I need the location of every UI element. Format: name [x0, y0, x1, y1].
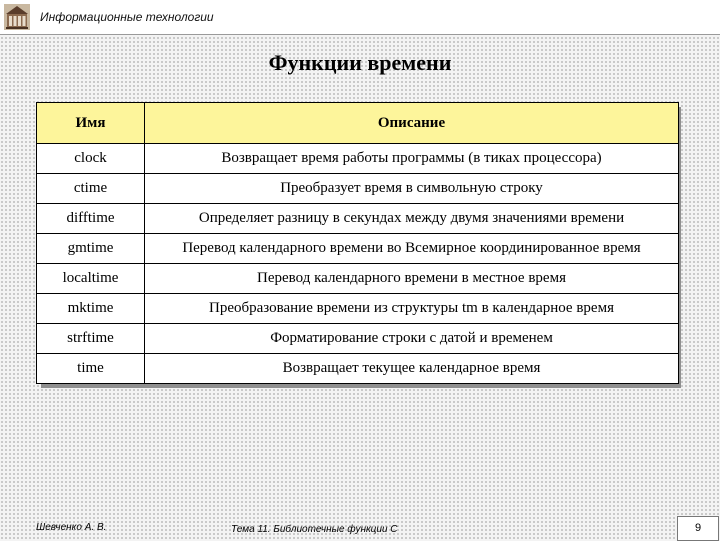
- function-name: strftime: [37, 324, 145, 354]
- function-description: Возвращает время работы программы (в тиках процессора): [145, 144, 679, 174]
- table-row: [37, 174, 679, 204]
- function-description: Перевод календарного времени в местное время: [145, 264, 679, 294]
- function-name: gmtime: [37, 234, 145, 264]
- table-row: [37, 354, 679, 384]
- function-name: difftime: [37, 204, 145, 234]
- function-description: Преобразует время в символьную строку: [145, 174, 679, 204]
- function-name: clock: [37, 144, 145, 174]
- function-name: ctime: [37, 174, 145, 204]
- table-row: [37, 264, 679, 294]
- slide-header: [0, 0, 720, 35]
- footer-topic: Тема 11. Библиотечные функции С: [231, 524, 398, 535]
- table-row: [37, 234, 679, 264]
- page-number: 9: [677, 516, 719, 541]
- column-header-name: Имя: [37, 103, 145, 144]
- function-description: Преобразование времени из структуры tm в календарное время: [145, 294, 679, 324]
- function-name: localtime: [37, 264, 145, 294]
- functions-table: [36, 102, 679, 384]
- table-row: [37, 324, 679, 354]
- table-row: [37, 294, 679, 324]
- function-name: time: [37, 354, 145, 384]
- function-description: Определяет разницу в секундах между двумя значениями времени: [145, 204, 679, 234]
- function-description: Форматирование строки с датой и временем: [145, 324, 679, 354]
- table-row: [37, 144, 679, 174]
- function-name: mktime: [37, 294, 145, 324]
- table-header-row: [37, 103, 679, 144]
- function-description: Возвращает текущее календарное время: [145, 354, 679, 384]
- column-header-description: Описание: [145, 103, 679, 144]
- function-description: Перевод календарного времени во Всемирное координированное время: [145, 234, 679, 264]
- header-title: Информационные технологии: [40, 10, 214, 24]
- footer-author: Шевченко А. В.: [36, 522, 107, 533]
- building-logo-icon: [3, 3, 31, 31]
- page-title: Функции времени: [268, 50, 452, 75]
- table-row: [37, 204, 679, 234]
